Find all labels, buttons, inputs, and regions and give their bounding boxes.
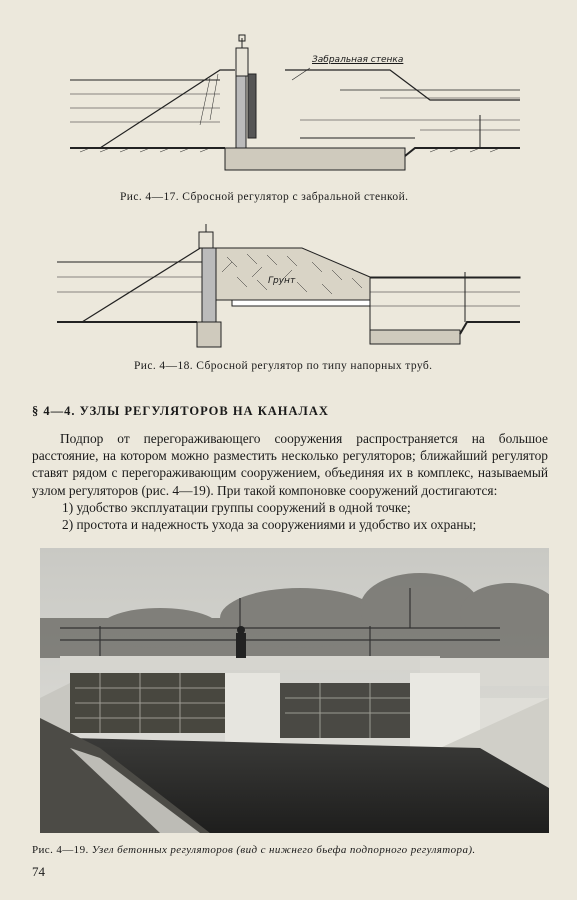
body-paragraph: Подпор от перегораживающего сооружения распространяется на большое расстояние, на котором можно разместить несколько регуляторов; ближайший регулятор ставят рядом с перегораживающим сооружением, объединяя их в комплекс, называемый узлом регуляторов (рис. 4—19). При такой компоновке сооружений достигаются: xyxy=(32,431,548,498)
figure-4-19-caption xyxy=(32,844,476,856)
list-item: 2) простота и надежность ухода за сооружениями и удобство их охраны; xyxy=(62,517,477,533)
figure-4-17-caption: Рис. 4—17. Сбросной регулятор с забральной стенкой. xyxy=(120,191,409,203)
page-number: 74 xyxy=(32,864,45,879)
section-heading: § 4—4. УЗЛЫ РЕГУЛЯТОРОВ НА КАНАЛАХ xyxy=(32,404,329,418)
figure-4-19-photo xyxy=(40,548,549,833)
list-item: 1) удобство эксплуатации группы сооружений в одной точке; xyxy=(62,499,411,515)
figure-4-18-drawing xyxy=(52,222,530,357)
figure-4-19-caption-text: Узел бетонных регуляторов (вид с нижнего бьефа подпорного регулятора). xyxy=(91,844,476,856)
figure-4-17-wall-label: Забральная стенка xyxy=(312,55,404,65)
figure-4-18-caption: Рис. 4—18. Сбросной регулятор по типу напорных труб. xyxy=(134,360,433,372)
figure-4-18-soil-label: Грунт xyxy=(268,276,296,286)
figure-4-19-caption-prefix: Рис. 4—19. xyxy=(32,844,89,856)
figure-4-17-drawing xyxy=(60,30,530,180)
body-text-block xyxy=(32,430,548,533)
